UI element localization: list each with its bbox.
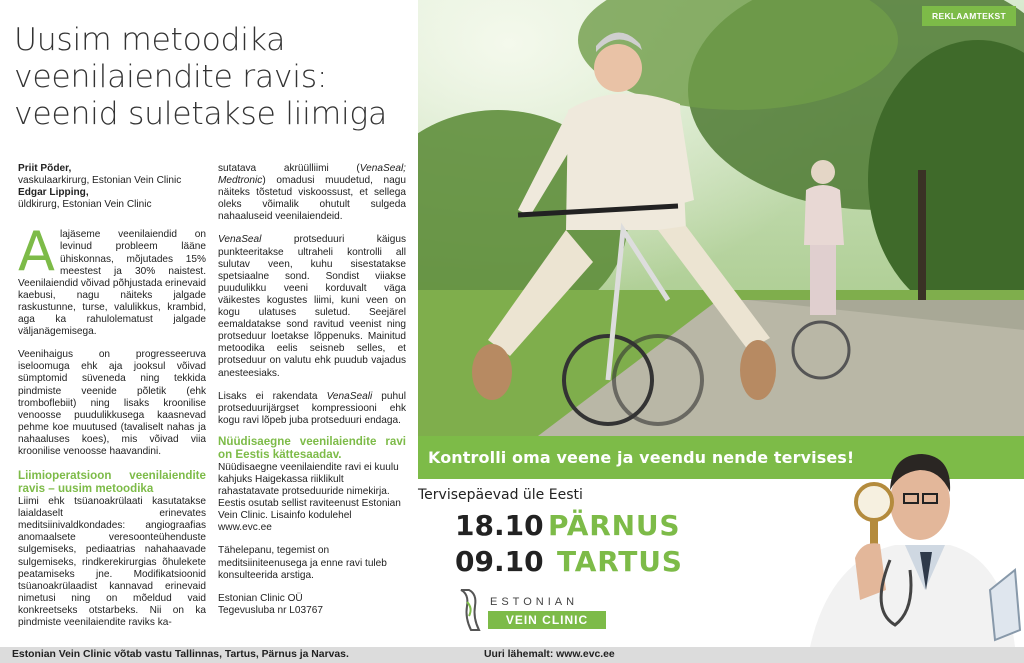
- leg-logo-icon: [455, 588, 489, 634]
- author-role: vaskulaarkirurg, Estonian Vein Clinic: [18, 175, 182, 187]
- text-run: Lisaks ei rakendata: [218, 390, 327, 402]
- section-heading: Nüüdisaegne veenilaiendite ravi on Eestis kättesaadav.: [218, 434, 406, 461]
- body-paragraph: [218, 234, 406, 379]
- company-name: Estonian Clinic OÜ: [218, 592, 303, 604]
- article-column-1: [18, 163, 206, 640]
- body-paragraph: Nüüdisaegne veenilaiendite ravi ei kuulu kahjuks Haigekassa riiklikult rahastatavate protseduuride nimekirja. Eestis osutab sellist raviteenust Estonian Vein Clinic. Lisainfo kodulehel www.evc.ee: [218, 461, 401, 534]
- license-number: Tegevusluba nr L03767: [218, 604, 323, 616]
- text-run: ) omadusi muudetud, nagu näiteks tõstetud viskoossust, et sellega oleks võimalik ohutult sulgeda nahaaluseid veenilaiendeid.: [218, 175, 406, 223]
- footer-bar: [0, 647, 1024, 663]
- logo-subtitle: VEIN CLINIC: [488, 611, 606, 629]
- footer-locations: Estonian Vein Clinic võtab vastu Tallinnas, Tartus, Pärnus ja Narvas.: [12, 649, 349, 660]
- title-line: Uusim metoodika: [14, 22, 286, 58]
- author-role: üldkirurg, Estonian Vein Clinic: [18, 199, 152, 211]
- title-line: veenilaiendite ravis:: [14, 59, 328, 95]
- text-run: sutatava akrüülliimi (: [218, 163, 360, 174]
- product-name: VenaSeal; Medtronic: [218, 163, 406, 187]
- article-title: [14, 22, 404, 133]
- doctor-with-magnifier-illustration: [800, 440, 1024, 647]
- body-paragraph: Liimi ehk tsüanoakrülaati kasutatakse laialdaselt erinevates meditsiinivaldkondades: angiograafias anomaalsete veresoonteühenduste sulgemiseks, pediaatrias nahahaavade sulgemiseks, rindkerekirurgias õhulekete peatamiseks jne. Modifikatsioonid tsüanoakrülaadist kannavad erinevaid nimetusi ning on mõeldud vaid konkreetseks otstarbeks. Nii on ka pindmiste veenilaiendite raviks ka-: [18, 496, 206, 628]
- event-date: 18.10: [455, 509, 544, 542]
- author-byline: [18, 163, 206, 211]
- body-paragraph: Veenihaigus on progresseeruva iseloomuga ehk aja jooksul võivad sümptomid süveneda ning tekkida pindmiste veenide põletik (ehk tromboflebiit) ning lisaks kroonilise venoosse puudulikkusega kaasnevad pehme koe muutused (tavaliselt nahas ja nahaaluses koes), mis võivad viia kroonilise venoosse haavandini.: [18, 349, 206, 457]
- author-name: Priit Põder,: [18, 163, 72, 174]
- logo-wordmark: ESTONIAN: [490, 596, 579, 608]
- company-info: [218, 593, 406, 617]
- body-paragraph: [218, 391, 406, 427]
- lead-text: lajäseme veenilaiendid on levinud probleem lääne ühiskonnas, mõjutades 15% meestest ja 30% naistest. Veenilaiendid võivad põhjustada erinevaid kaebusi, nagu näiteks jalgade raskustunne, turse, valulikkus, krambid, aga ka rahulolematust jalgade väljanägemisega.: [18, 229, 206, 338]
- park-scene-illustration: [418, 0, 1024, 436]
- product-name: VenaSeal: [218, 234, 262, 246]
- article-column-2: [218, 163, 406, 628]
- text-run: puhul protseduurijärgset kompressiooni ehk kogu ravi lõpeb juba protseduuri endaga.: [218, 390, 406, 426]
- events-title: Tervisepäevad üle Eesti: [418, 487, 583, 503]
- event-city: TARTUS: [557, 545, 683, 578]
- title-line: veenid suletakse liimiga: [14, 96, 388, 132]
- advertorial-badge: REKLAAMTEKST: [922, 6, 1016, 26]
- drop-cap: A: [18, 220, 55, 284]
- product-name: VenaSeali: [326, 390, 373, 402]
- author-name: Edgar Lipping,: [18, 187, 89, 199]
- lead-paragraph: [18, 220, 206, 338]
- body-paragraph: [218, 163, 406, 223]
- event-date: 09.10: [455, 545, 544, 578]
- text-run: protseduuri käigus punkteeritakse ultraheli kontrolli all sulutav veen, kuhu sisestatakse spetsiaalne sond. Sondist viiakse puudulikku veeni korduvalt väga väikestes kogustes liimi, kuni veen on kogu ulatuses suletud. Seejärel eemaldatakse sond ravitud veenist ning protseduur loetakse lõppenuks. Mainitud metoodika eelis seisneb selles, et protseduur on valutu ehk puudub vajadus anesteesiaks.: [218, 234, 406, 379]
- body-paragraph: Tähelepanu, tegemist on meditsiiniteenusega ja enne ravi tuleb konsulteerida arstiga.: [218, 545, 387, 581]
- cyclists-photo: [418, 0, 1024, 436]
- footer-website: Uuri lähemalt: www.evc.ee: [484, 649, 615, 660]
- section-heading: Liimioperatsioon veenilaiendite ravis – uusim metoodika: [18, 469, 206, 496]
- slogan-text: Kontrolli oma veene ja veendu nende tervises!: [428, 448, 855, 467]
- event-city: PÄRNUS: [548, 509, 681, 542]
